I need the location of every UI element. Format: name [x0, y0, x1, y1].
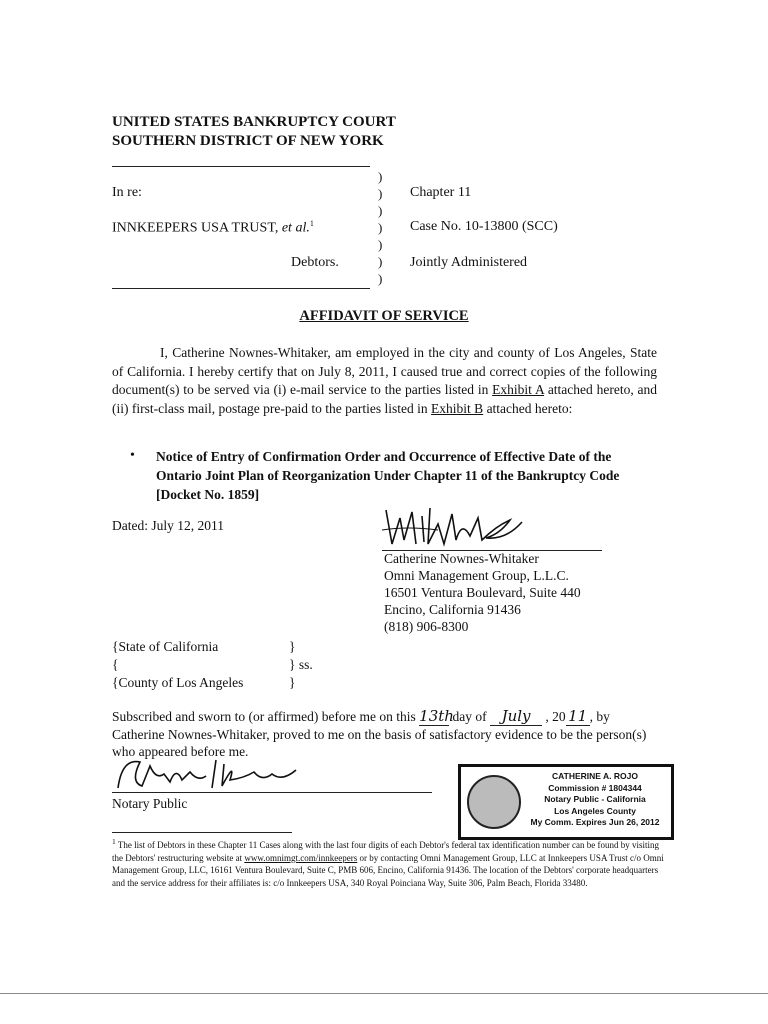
dated-line: Dated: July 12, 2011: [112, 518, 224, 533]
state-seal-icon: [467, 775, 521, 829]
jurat-text-b: day of: [452, 709, 487, 724]
chapter-label: Chapter 11: [410, 185, 472, 200]
court-district: SOUTHERN DISTRICT OF NEW YORK: [112, 133, 384, 149]
caption-paren: ): [378, 169, 383, 184]
jurat-text-a: Subscribed and sworn to (or affirmed) before me on this: [112, 709, 416, 724]
caption-paren: ): [378, 203, 383, 218]
stamp-county: Los Angeles County: [554, 805, 636, 816]
footnote-text-b: or by contacting Omni Management Group, LLC at Innkeepers USA Trust c/o Omni Management Group, LLC, 16161 Ventura Boulevard, Suite C, PMB 606, Encino, California 91436. The location of the Debtors' corporate headquarters and the service address for their affiliates is: c/o Innkeepers USA, 340 Royal Poinciana Way, Suite 306, Palm Beach, Florida 33480.: [112, 852, 664, 888]
court-heading: [112, 113, 396, 151]
stamp-commission: Commission # 1804344: [548, 782, 642, 793]
case-number: Case No. 10-13800 (SCC): [410, 219, 558, 234]
body-text-3: attached hereto:: [486, 400, 573, 416]
caption-paren: ): [378, 220, 383, 235]
notary-public-label: Notary Public: [112, 796, 188, 811]
signer-name: Catherine Nownes-Whitaker: [384, 551, 539, 566]
debtor-name: [112, 219, 314, 237]
jurat-day: 13th: [419, 707, 454, 725]
signer-company: Omni Management Group, L.L.C.: [384, 568, 569, 583]
exhibit-a-ref: Exhibit A: [492, 382, 544, 397]
court-name: UNITED STATES BANKRUPTCY COURT: [112, 114, 396, 130]
caption-paren: ): [378, 186, 383, 201]
caption-top-rule: [112, 166, 370, 167]
footnote: [112, 836, 672, 889]
page-bottom-rule: [0, 993, 768, 994]
venue-state: {State of California: [112, 639, 219, 654]
notary-signature-line: [112, 792, 432, 793]
signer-address-1: 16501 Ventura Boulevard, Suite 440: [384, 585, 581, 600]
signer-block: [384, 550, 581, 635]
stamp-text: [523, 771, 667, 829]
caption-paren: ): [378, 237, 383, 252]
caption-paren: ): [378, 254, 383, 269]
venue-left: [112, 638, 243, 692]
jurat-text-c: , 20: [545, 709, 566, 724]
venue-ss: } ss.: [289, 657, 313, 672]
footnote-ref: 1: [309, 219, 314, 228]
stamp-title: Notary Public - California: [544, 794, 646, 804]
debtor-name-text: INNKEEPERS USA TRUST,: [112, 220, 279, 236]
et-al: et al.: [281, 220, 310, 236]
venue-county: {County of Los Angeles: [112, 675, 244, 690]
exhibit-b-ref: Exhibit B: [431, 400, 484, 416]
venue-brace: }: [289, 639, 296, 654]
signer-address-2: Encino, California 91436: [384, 602, 521, 617]
body-text-2: attached hereto, and (ii) first-class mail, postage pre-paid to the parties listed in: [112, 382, 658, 416]
venue-right: [289, 638, 313, 692]
notary-signature-image: [112, 752, 312, 794]
caption-paren: ): [378, 271, 383, 286]
footnote-mark: 1: [112, 837, 116, 846]
jurat-year: 11: [566, 708, 590, 726]
debtors-label: Debtors.: [291, 255, 339, 270]
venue-brace: }: [289, 675, 296, 690]
stamp-name: CATHERINE A. ROJO: [552, 771, 638, 781]
bullet-icon: •: [130, 448, 135, 463]
in-re-label: In re:: [112, 185, 142, 200]
stamp-expires: My Comm. Expires Jun 26, 2012: [530, 817, 660, 827]
jurat-text-d: , by Catherine Nownes-Whitaker, proved to me on the basis of satisfactory evidence to be the person(s) who appeared before me.: [112, 709, 647, 759]
body-text-1: I, Catherine Nownes-Whitaker, am employed in the city and county of Los Angeles, State of California. I hereby certify that on July 8, 2011, I caused true and correct copies of the following document(s) to be served via (i) e-mail service to the parties listed in: [112, 345, 657, 397]
signer-phone: (818) 906-8300: [384, 619, 469, 634]
venue-blank: {: [112, 657, 119, 672]
body-paragraph: [112, 344, 657, 418]
served-document: Notice of Entry of Confirmation Order and Occurrence of Effective Date of the Ontario Joint Plan of Reorganization Under Chapter 11 of the Bankruptcy Code [Docket No. 1859]: [156, 449, 620, 502]
jurat-month: July: [490, 708, 542, 726]
signature-image: [378, 500, 528, 552]
jointly-administered: Jointly Administered: [410, 255, 528, 270]
footnote-rule: [112, 832, 292, 833]
footnote-text-a: The list of Debtors in these Chapter 11 Cases along with the last four digits of each Debtor's federal tax identification number can be found by visiting the Debtors' restructuring website at: [112, 840, 659, 863]
caption-bottom-rule: [112, 288, 370, 289]
footnote-url: www.omnimgt.com/innkeepers: [244, 852, 358, 863]
notary-stamp: [458, 764, 674, 840]
document-title: AFFIDAVIT OF SERVICE: [299, 308, 469, 324]
